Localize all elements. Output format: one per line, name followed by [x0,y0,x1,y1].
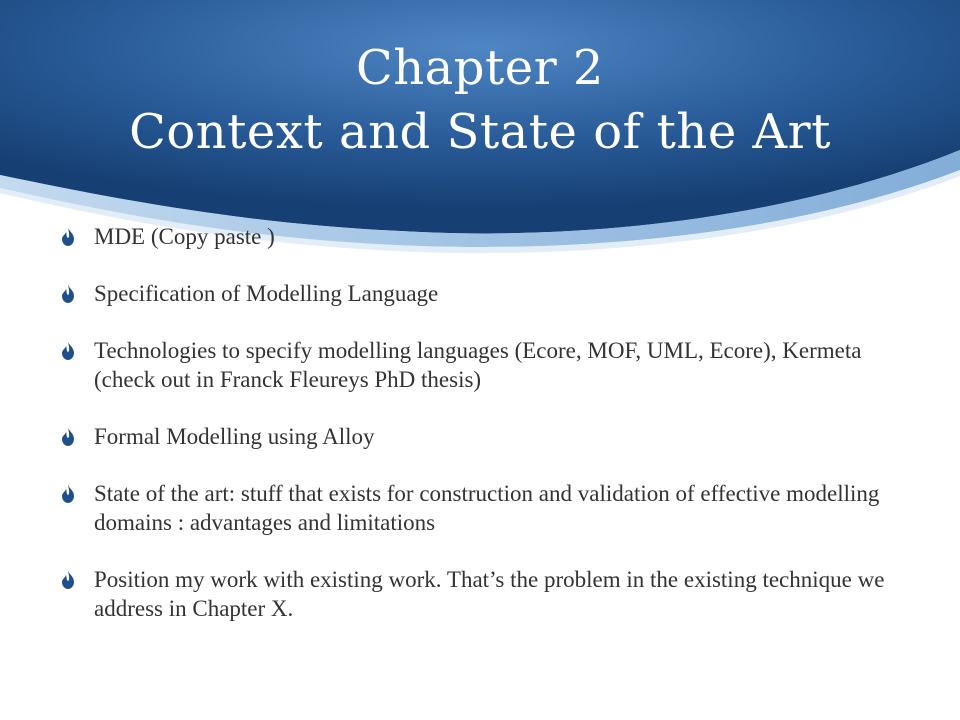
bullet-text: Specification of Modelling Language [94,281,439,306]
bullet-item [60,279,920,308]
title-line-1: Chapter 2 [356,40,604,96]
bullet-text: Position my work with existing work. That’s the problem in the existing technique we address in Chapter X. [94,567,885,621]
bullet-item [60,422,920,451]
title-line-2: Context and State of the Art [129,104,831,160]
bullet-item [60,565,920,623]
slide-title [0,36,960,164]
fleuron-bullet-icon [60,570,76,590]
fleuron-bullet-icon [60,427,76,447]
bullet-text: Formal Modelling using Alloy [94,424,375,449]
bullet-item [60,479,920,537]
fleuron-bullet-icon [60,284,76,304]
bullet-list [60,222,920,651]
bullet-item [60,222,920,251]
fleuron-bullet-icon [60,341,76,361]
fleuron-bullet-icon [60,227,76,247]
fleuron-bullet-icon [60,484,76,504]
bullet-text: State of the art: stuff that exists for construction and validation of effective modelling domains : advantages and limitations [94,481,880,535]
bullet-text: Technologies to specify modelling languages (Ecore, MOF, UML, Ecore), Kermeta (check out in Franck Fleureys PhD thesis) [94,338,862,392]
bullet-item [60,336,920,394]
bullet-text: MDE (Copy paste ) [94,224,275,249]
